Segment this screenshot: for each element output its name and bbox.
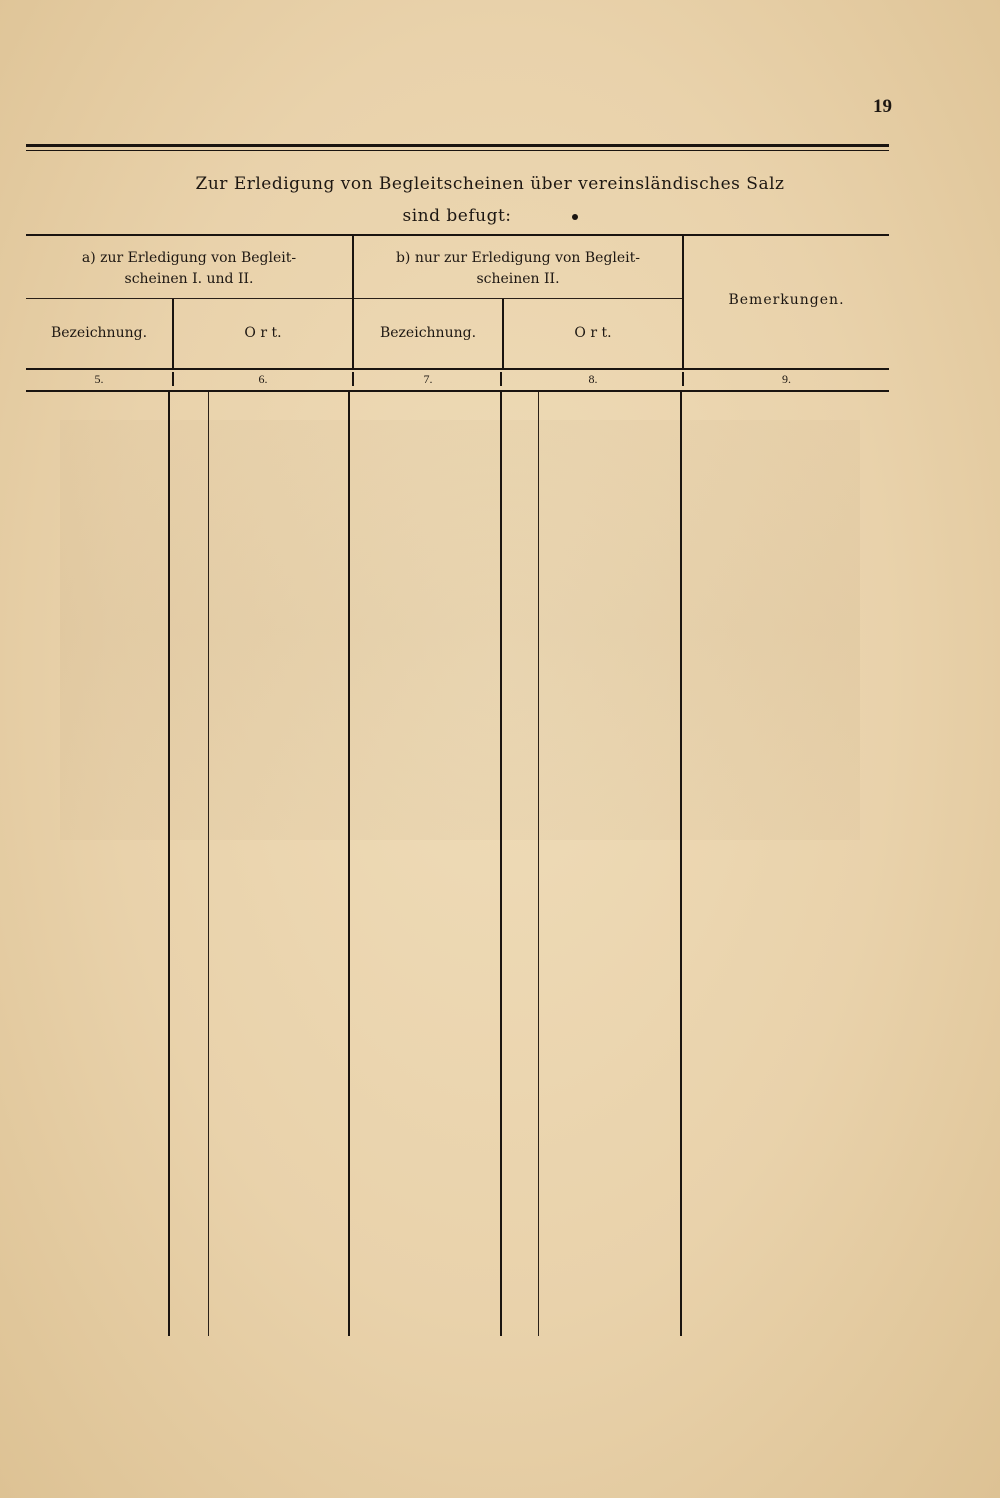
heading-line-2-text: sind befugt: (402, 206, 512, 226)
column-number-8: 8. (588, 372, 598, 386)
divider-col5-col6-band (172, 372, 174, 386)
divider-col6-inner-body (208, 392, 209, 1336)
divider-col8-col9-body (680, 392, 682, 1336)
group-a-header (26, 248, 352, 290)
column-number-5: 5. (94, 372, 104, 386)
divider-col7-col8-body (500, 392, 502, 1336)
number-band-top-rule (26, 368, 889, 370)
divider-col6-col7-body (348, 392, 350, 1336)
group-a-line-2: scheinen I. und II. (124, 271, 254, 287)
divider-col8-col9-band (682, 372, 684, 386)
divider-a-b-header (352, 236, 354, 368)
group-a-sub-rule (26, 298, 352, 299)
group-b-line-2: scheinen II. (476, 271, 560, 287)
divider-col7-col8-band (500, 372, 502, 386)
divider-col6-col7-band (352, 372, 354, 386)
divider-col7-col8-header (502, 299, 504, 368)
column-number-7: 7. (423, 372, 433, 386)
divider-col8-inner-body (538, 392, 539, 1336)
top-rule-thin (26, 150, 889, 151)
page-number: 19 (873, 96, 892, 117)
divider-col5-col6-body (168, 392, 170, 1336)
divider-b-remarks-header (682, 236, 684, 368)
divider-col5-col6-header (172, 299, 174, 368)
bleed-through (60, 420, 860, 840)
group-b-header (354, 248, 682, 290)
col-a-name-header: Bezeichnung. (50, 325, 148, 341)
group-b-line-1: b) nur zur Erledigung von Begleit- (395, 250, 641, 266)
ink-dot (572, 214, 578, 220)
header-top-rule (26, 234, 889, 236)
top-rule-thick (26, 144, 889, 147)
table-heading (150, 168, 830, 232)
column-number-6: 6. (258, 372, 268, 386)
col-b-place-header: O r t. (574, 325, 612, 341)
group-a-line-1: a) zur Erledigung von Begleit- (81, 250, 297, 266)
heading-line-2 (150, 200, 830, 232)
col-b-name-header: Bezeichnung. (379, 325, 477, 341)
remarks-header: Bemerkungen. (728, 292, 845, 308)
column-number-9: 9. (782, 372, 791, 386)
heading-line-1: Zur Erledigung von Begleitscheinen über vereinsländisches Salz (195, 174, 785, 194)
number-band-bottom-rule (26, 390, 889, 392)
col-a-place-header: O r t. (244, 325, 282, 341)
group-b-sub-rule (354, 298, 682, 299)
